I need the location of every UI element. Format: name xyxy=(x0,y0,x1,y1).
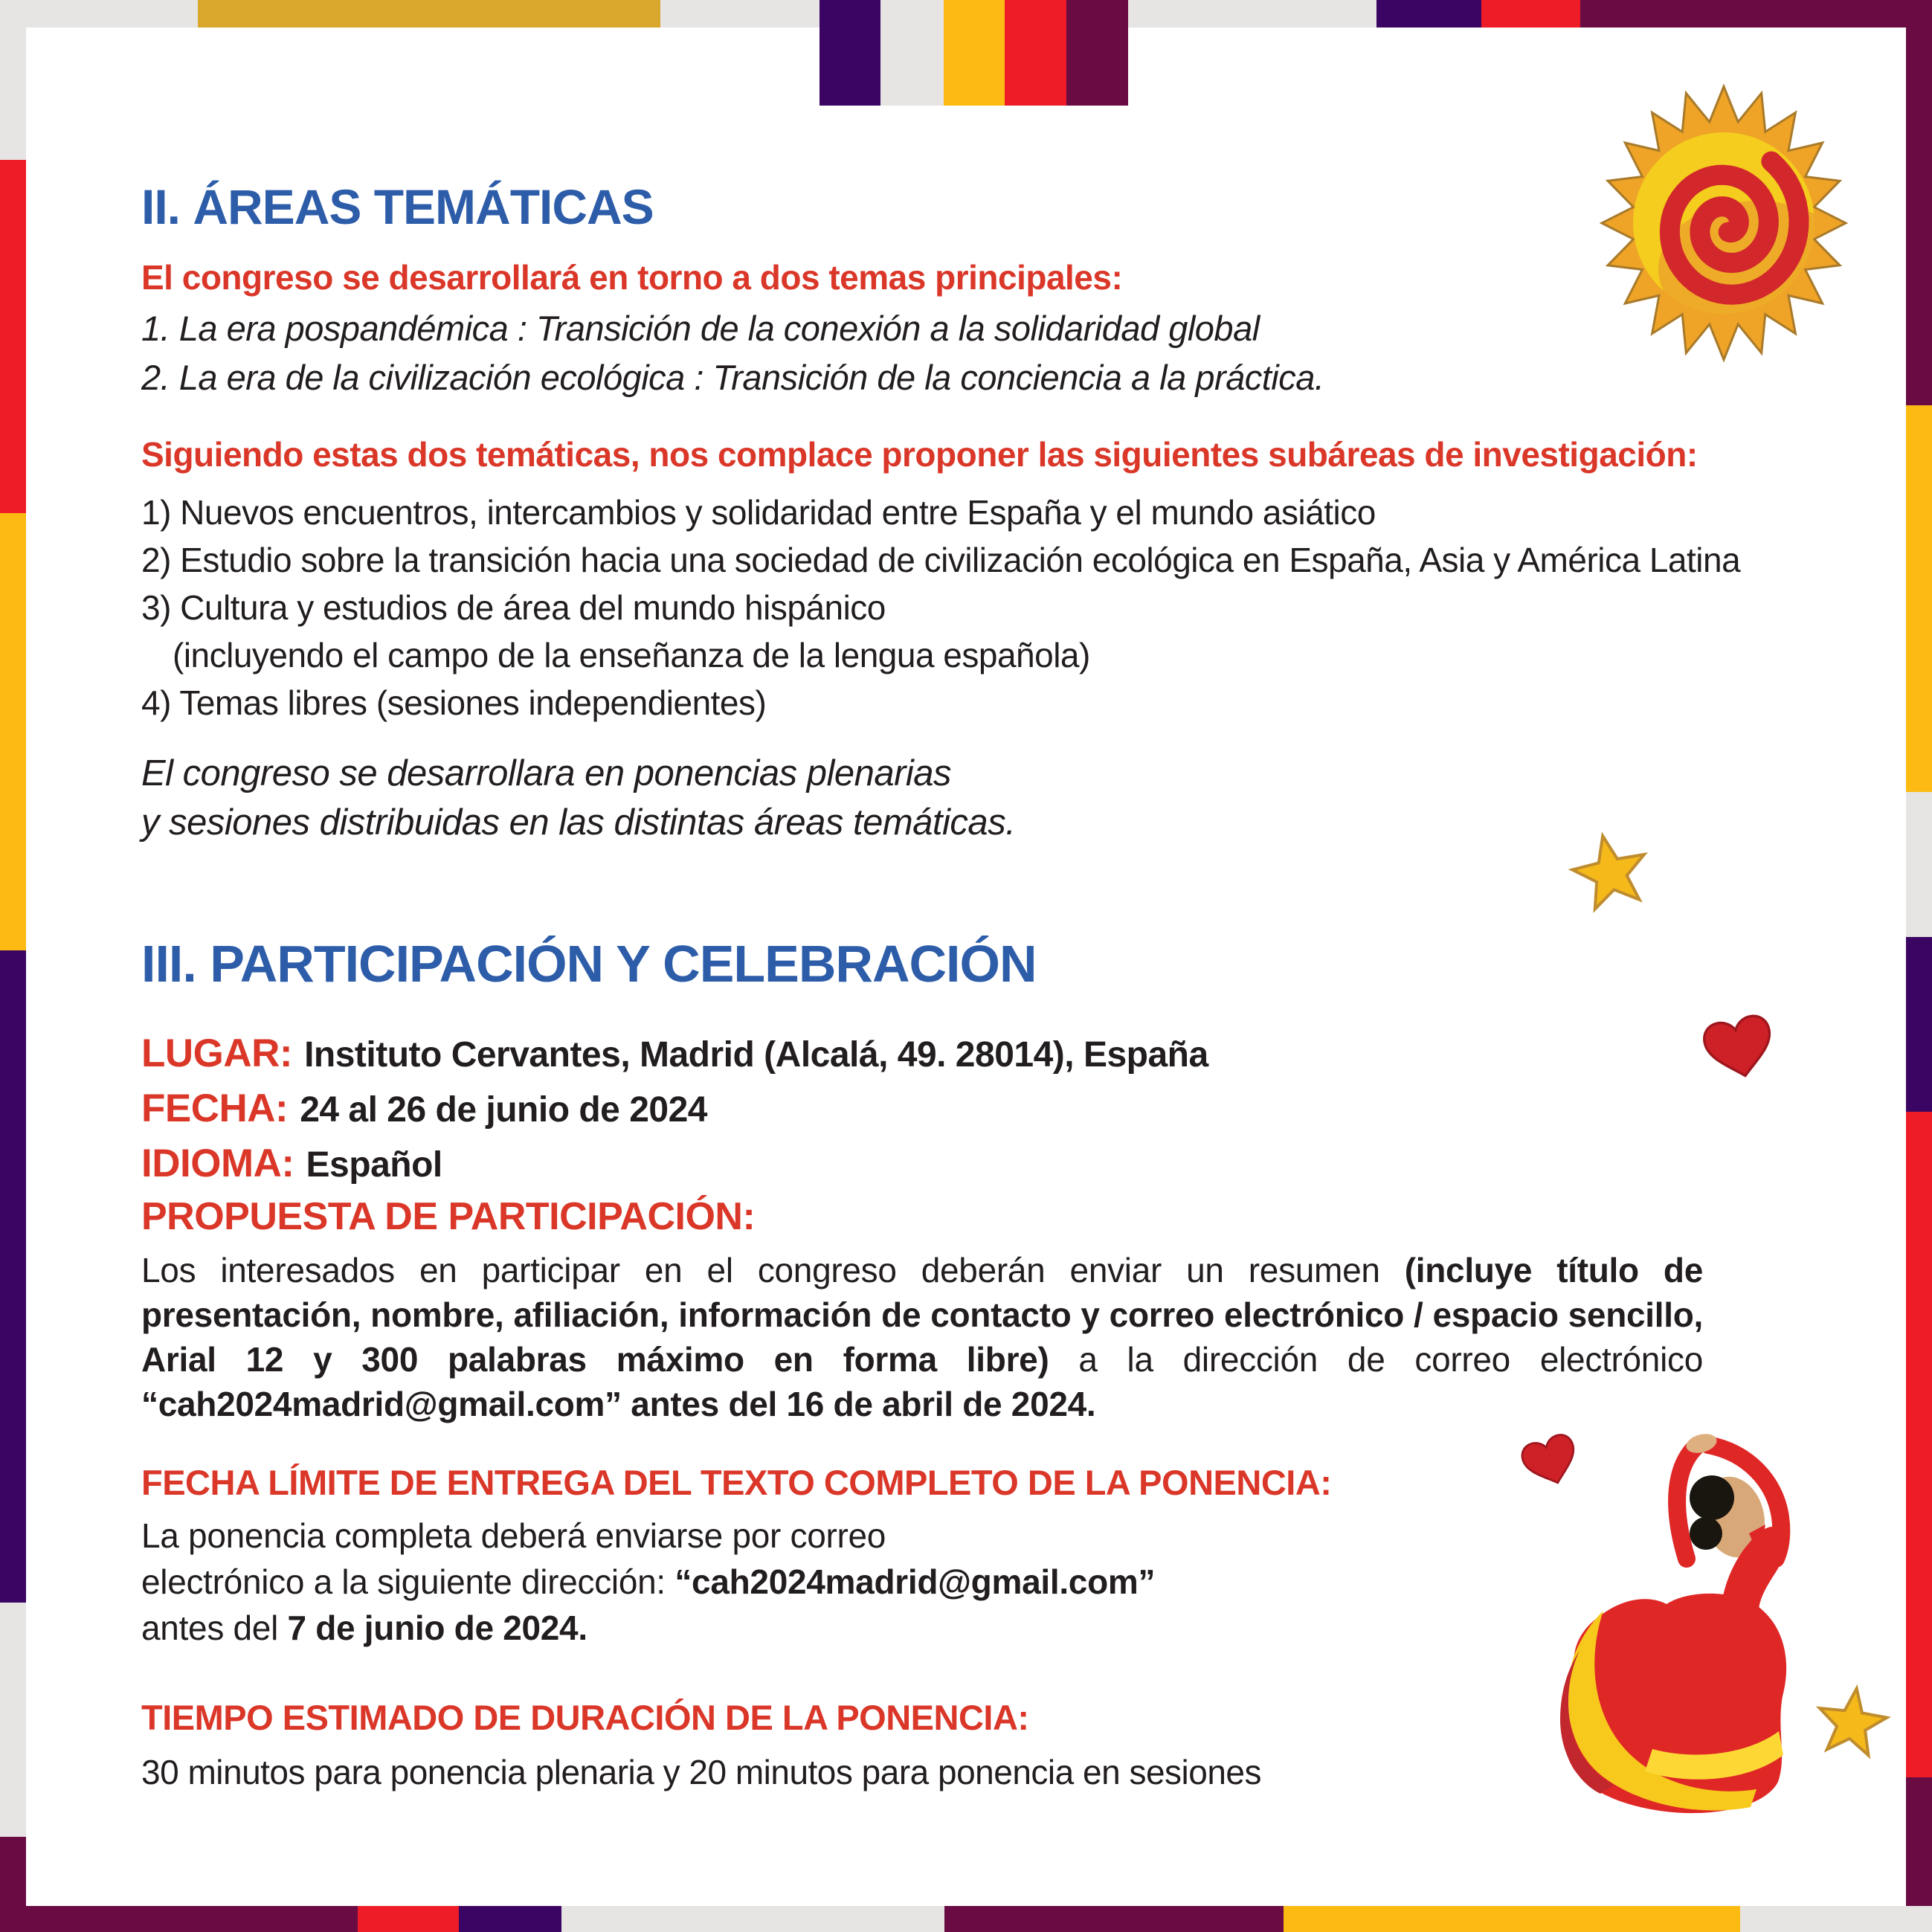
border-segment xyxy=(1005,0,1066,106)
propuesta-heading: PROPUESTA DE PARTICIPACIÓN: xyxy=(141,1195,756,1238)
closing-line: El congreso se desarrollara en ponencias plenarias xyxy=(141,753,952,793)
border-segment xyxy=(0,1906,358,1932)
border-segment xyxy=(198,0,660,28)
heart-icon xyxy=(1701,1013,1777,1083)
border-segment xyxy=(880,0,944,106)
border-segment xyxy=(0,1603,26,1837)
border-segment xyxy=(1906,792,1932,937)
subareas-intro: Siguiendo estas dos temáticas, nos complace proponer las siguientes subáreas de investigación: xyxy=(141,435,1698,474)
subarea-item: 3) Cultura y estudios de área del mundo hispánico xyxy=(141,588,886,627)
border-segment xyxy=(944,1906,1284,1932)
border-segment xyxy=(1284,1906,1740,1932)
border-segment xyxy=(1906,1112,1932,1777)
tiempo-heading: TIEMPO ESTIMADO DE DURACIÓN DE LA PONENCIA: xyxy=(141,1698,1029,1737)
theme-item: 2. La era de la civilización ecológica : Transición de la conciencia a la práctica. xyxy=(141,358,1324,397)
fecha-limite-paragraph xyxy=(141,1513,1155,1651)
star-icon xyxy=(1820,1689,1887,1756)
section-ii-heading: II. ÁREAS TEMÁTICAS xyxy=(141,179,654,234)
border-segment xyxy=(1376,0,1481,28)
border-segment xyxy=(0,513,26,950)
info-row-lugar xyxy=(141,1031,1208,1076)
paragraph-line: La ponencia completa deberá enviarse por correo xyxy=(141,1516,886,1555)
subarea-item: 1) Nuevos encuentros, intercambios y solidaridad entre España y el mundo asiático xyxy=(141,493,1376,532)
fecha-limite-heading: FECHA LÍMITE DE ENTREGA DEL TEXTO COMPLETO DE LA PONENCIA: xyxy=(141,1463,1332,1502)
border-segment xyxy=(1906,937,1932,1112)
section-iii-heading: III. PARTICIPACIÓN Y CELEBRACIÓN xyxy=(141,935,1037,993)
border-segment xyxy=(0,0,26,160)
fecha-label: FECHA: xyxy=(141,1086,289,1130)
propuesta-paragraph: Los interesados en participar en el congreso deberán enviar un resumen (incluye título de presentación, nombre, afiliación, información de contacto y correo electrónico / espacio sencillo, Arial 12 y 300 palabras máximo en forma libre) a la dirección de correo electrónico “cah2024madrid@gmail.com” antes del 16 de abril de 2024. xyxy=(141,1251,1704,1423)
border-segment xyxy=(1906,0,1932,405)
idioma-label: IDIOMA: xyxy=(141,1142,294,1185)
border-segment xyxy=(1066,0,1128,106)
border-segment xyxy=(1580,0,1932,28)
section-ii-intro: El congreso se desarrollará en torno a dos temas principales: xyxy=(141,258,1123,297)
info-row-fecha xyxy=(141,1086,707,1131)
border-segment xyxy=(0,950,26,1603)
lugar-label: LUGAR: xyxy=(141,1031,293,1075)
border-segment xyxy=(1481,0,1580,28)
paragraph-line: antes del 7 de junio de 2024. xyxy=(141,1609,587,1647)
info-row-idioma xyxy=(141,1141,442,1186)
border-segment xyxy=(1906,1777,1932,1911)
flamenco-dancer-illustration xyxy=(1560,1431,1786,1813)
border-segment xyxy=(561,1906,944,1932)
idioma-value: Español xyxy=(306,1145,442,1185)
paragraph-line: electrónico a la siguiente dirección: “cah2024madrid@gmail.com” xyxy=(141,1562,1156,1601)
sun-spiral-icon xyxy=(1602,86,1855,359)
border-segment xyxy=(459,1906,561,1932)
border-segment xyxy=(820,0,880,106)
closing-line: y sesiones distribuidas en las distintas áreas temáticas. xyxy=(141,802,1016,843)
border-segment xyxy=(1906,405,1932,792)
fecha-value: 24 al 26 de junio de 2024 xyxy=(300,1090,707,1130)
subarea-item: 4) Temas libres (sesiones independientes) xyxy=(141,683,767,722)
lugar-value: Instituto Cervantes, Madrid (Alcalá, 49. 28014), España xyxy=(304,1035,1208,1075)
subarea-item-continuation: (incluyendo el campo de la enseñanza de la lengua española) xyxy=(173,636,1090,674)
border-segment xyxy=(1740,1906,1932,1932)
tiempo-body: 30 minutos para ponencia plenaria y 20 minutos para ponencia en sesiones xyxy=(141,1753,1262,1791)
star-icon xyxy=(1572,836,1644,909)
border-segment xyxy=(0,160,26,513)
subarea-item: 2) Estudio sobre la transición hacia una sociedad de civilización ecológica en España, Asia y América Latina xyxy=(141,541,1741,579)
border-segment xyxy=(944,0,1005,106)
theme-item: 1. La era pospandémica : Transición de la conexión a la solidaridad global xyxy=(141,309,1260,348)
border-segment xyxy=(358,1906,459,1932)
heart-icon xyxy=(1519,1432,1582,1491)
